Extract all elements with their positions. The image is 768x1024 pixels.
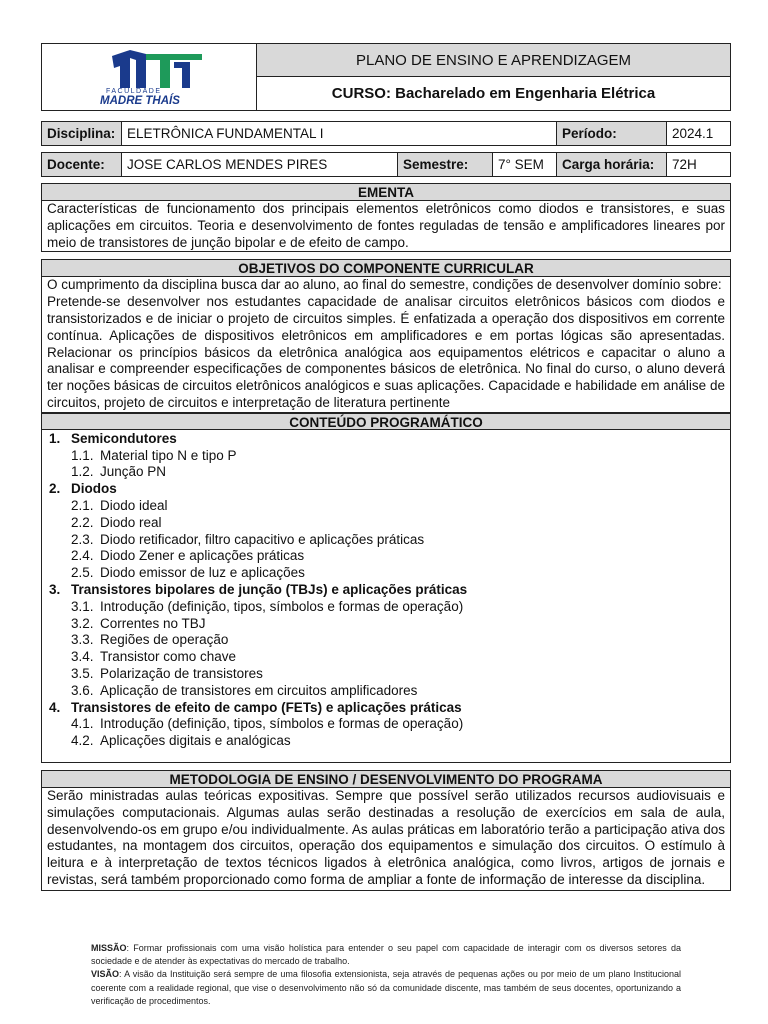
- semestre-label: Semestre:: [398, 153, 493, 176]
- document-title: PLANO DE ENSINO E APRENDIZAGEM: [257, 44, 730, 77]
- metodologia-text: Serão ministradas aulas teóricas expositivas. Sempre que possível serão utilizados recursos audiovisuais e simulações computacionais. Algumas aulas serão destinadas a resolução de exercícios em sala de aula, desenvolvendo-os em grupo e/ou individualmente. As aulas práticas em laboratório terão a participação ativa dos estudantes, na montagem dos circuitos, operação dos equipamentos e simulação dos circuitos. O estímulo à leitura e à interpretação de textos técnicos ligados à eletrônica analógica, como livros, artigos de jornais e revistas, será também proporcionado como forma de ampliar a fonte de informação de interesse da disciplina.: [47, 787, 725, 887]
- disciplina-value: ELETRÔNICA FUNDAMENTAL I: [122, 122, 557, 145]
- list-item: 2.3. Diodo retificador, filtro capacitivo e aplicações práticas: [71, 531, 425, 547]
- metodologia-heading: METODOLOGIA DE ENSINO / DESENVOLVIMENTO DO PROGRAMA: [42, 771, 730, 788]
- logo-text-bottom: MADRE THAÍS: [100, 95, 180, 107]
- list-item: 1.1. Material tipo N e tipo P: [71, 447, 237, 463]
- document-header: [41, 43, 731, 111]
- carga-horaria-value: 72H: [672, 157, 697, 172]
- ementa-heading: EMENTA: [42, 184, 730, 201]
- periodo-label: Período:: [557, 122, 667, 145]
- unit-2: 2. Diodos: [49, 481, 117, 497]
- list-item: 3.4. Transistor como chave: [71, 649, 237, 665]
- list-item: 2.4. Diodo Zener e aplicações práticas: [71, 548, 305, 564]
- disciplina-label: Disciplina:: [42, 122, 122, 145]
- docente-label: Docente:: [42, 153, 122, 176]
- list-item: 4.1. Introdução (definição, tipos, símbolos e formas de operação): [71, 716, 464, 732]
- info-row-disciplina: [41, 121, 731, 146]
- semestre-value: 7° SEM: [493, 153, 557, 176]
- logo-text-top: FACULDADE: [106, 88, 162, 95]
- unit-3: 3. Transistores bipolares de junção (TBJs) e aplicações práticas: [49, 581, 468, 597]
- objetivos-intro: O cumprimento da disciplina busca dar ao aluno, ao final do semestre, condições de desenvolver domínio sobre:: [47, 277, 722, 293]
- list-item: 2.5. Diodo emissor de luz e aplicações: [71, 565, 305, 581]
- course-title: CURSO: Bacharelado em Engenharia Elétrica: [331, 85, 656, 102]
- objetivos-text: Pretende-se desenvolver nos estudantes capacidade de analisar circuitos eletrônicos básicos com diodos e transistorizados e de iniciar o projeto de circuitos simples. É enfatizada a operação dos dispositivos em corrente contínua. Aplicações de dispositivos eletrônicos em amplificadores e em portas lógicas são apresentadas. Relacionar os princípios básicos da eletrônica analógica aos equipamentos elétricos e capacitar o aluno a analisar e compreender especificações de componentes básicos de eletrônica. No final do curso, o aluno deverá ter noções básicas de circuitos eletrônicos analógicos e suas aplicações. Capacidade e habilidade em análise de circuitos, projeto de circuitos e interpretação de literatura pertinente: [47, 294, 725, 410]
- list-item: 3.3. Regiões de operação: [71, 632, 229, 648]
- institution-logo: [42, 44, 257, 110]
- conteudo-list: [42, 430, 730, 762]
- unit-4: 4. Transistores de efeito de campo (FETs) e aplicações práticas: [49, 699, 462, 715]
- carga-horaria-label: Carga horária:: [557, 153, 667, 176]
- conteudo-heading: CONTEÚDO PROGRAMÁTICO: [42, 413, 730, 430]
- periodo-value: 2024.1: [672, 126, 714, 141]
- visao-statement: VISÃO: A visão da Instituição será sempre de uma filosofia extensionista, seja através de pequenas ações ou por meio de um plano Institucional coerente com a realidade regional, que vise o desenvolvimento não só da comunidade discente, mas também de seus docentes, oportunizando a verificação de procedimentos.: [91, 969, 681, 1006]
- ementa-section: [41, 183, 731, 252]
- unit-1: 1. Semicondutores: [49, 430, 177, 446]
- ementa-text: Características de funcionamento dos principais elementos eletrônicos como diodos e transistores, e suas aplicações em circuitos. Teoria e desenvolvimento de fontes reguladas de tensão e amplificadores lineares por meio de transistores de junção bipolar e de efeito de campo.: [47, 201, 725, 250]
- objetivos-section: [41, 259, 731, 412]
- list-item: 3.5. Polarização de transistores: [71, 665, 263, 681]
- list-item: 4.2. Aplicações digitais e analógicas: [71, 733, 291, 749]
- list-item: 2.2. Diodo real: [71, 514, 162, 530]
- objetivos-heading: OBJETIVOS DO COMPONENTE CURRICULAR: [42, 260, 730, 277]
- list-item: 3.2. Correntes no TBJ: [71, 615, 206, 631]
- header-titles: [257, 44, 730, 110]
- document-page: [41, 43, 731, 891]
- missao-statement: MISSÃO: Formar profissionais com uma visão holística para entender o seu papel com capacidade de interagir com os diversos setores da sociedade e de atender às expectativas do mercado de trabalho.: [91, 943, 681, 967]
- list-item: 3.1. Introdução (definição, tipos, símbolos e formas de operação): [71, 598, 464, 614]
- list-item: 2.1. Diodo ideal: [71, 497, 168, 513]
- info-row-docente: [41, 152, 731, 177]
- list-item: 1.2. Junção PN: [71, 464, 167, 480]
- docente-value: JOSE CARLOS MENDES PIRES: [122, 153, 398, 176]
- conteudo-section: [41, 413, 731, 763]
- list-item: 3.6. Aplicação de transistores em circuitos amplificadores: [71, 682, 418, 698]
- institutional-footer: [91, 942, 681, 1008]
- metodologia-section: [41, 770, 731, 891]
